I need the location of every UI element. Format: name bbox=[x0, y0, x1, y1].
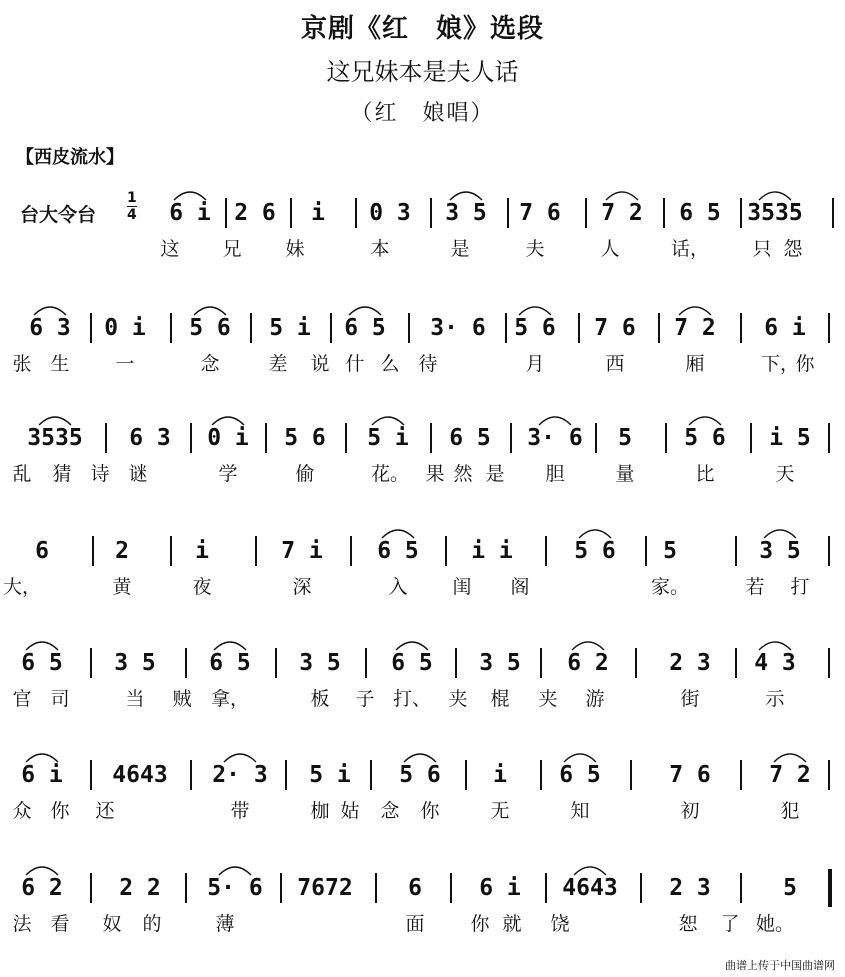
note-group: 7 6 bbox=[519, 200, 561, 226]
lyric-syllable: 你 bbox=[420, 800, 440, 822]
note-group: 2 2 bbox=[119, 875, 161, 901]
lyric-syllable: 诗 bbox=[90, 463, 110, 485]
lyric-syllable: 恕 bbox=[678, 913, 698, 935]
lyric-syllable: 学 bbox=[218, 463, 238, 485]
lyric-syllable: 只 bbox=[752, 238, 772, 260]
slur-arc bbox=[214, 642, 246, 650]
note-group: 0 i bbox=[207, 425, 249, 451]
slur-arc bbox=[26, 867, 58, 875]
time-signature-top: 1 bbox=[127, 190, 137, 206]
slur-arc bbox=[224, 754, 256, 762]
lyric-syllable: 黄 bbox=[112, 576, 132, 598]
intro-label: 台大令台 bbox=[20, 204, 97, 226]
note-group: 6 5 bbox=[559, 762, 601, 788]
lyric-syllable: 么 bbox=[380, 353, 400, 375]
notation-line bbox=[0, 742, 845, 798]
lyric-syllable: 比 bbox=[695, 463, 715, 485]
lyric-syllable: 人 bbox=[600, 238, 620, 260]
lyric-syllable: 打 bbox=[790, 576, 810, 598]
lyric-syllable: 枷 bbox=[310, 800, 330, 822]
lyric-syllable: 乱 bbox=[12, 463, 32, 485]
lyric-syllable: 量 bbox=[615, 463, 635, 485]
lyrics-line bbox=[0, 684, 845, 714]
notation-line bbox=[0, 405, 845, 461]
lyric-syllable: 官 bbox=[12, 688, 32, 710]
lyric-syllable: 拿， bbox=[210, 688, 250, 710]
note-group: 2 3 bbox=[669, 650, 711, 676]
lyric-syllable: 初 bbox=[680, 800, 700, 822]
note-group: 5 bbox=[663, 538, 677, 564]
slur-arc bbox=[539, 417, 571, 425]
lyric-syllable: 面 bbox=[405, 913, 425, 935]
note-group: 5 6 bbox=[284, 425, 326, 451]
notation-line bbox=[0, 518, 845, 574]
note-group: 6 5 bbox=[21, 650, 63, 676]
note-group: 7 2 bbox=[769, 762, 811, 788]
lyric-syllable: 入 bbox=[388, 576, 408, 598]
slur-arc bbox=[404, 754, 436, 762]
notation-line bbox=[0, 295, 845, 351]
lyric-syllable: 了 bbox=[720, 913, 740, 935]
lyric-syllable: 月 bbox=[525, 353, 545, 375]
note-group: 6 2 bbox=[21, 875, 63, 901]
slur-arc bbox=[174, 192, 206, 200]
note-group: 2 6 bbox=[234, 200, 276, 226]
note-group: i bbox=[195, 538, 209, 564]
lyric-syllable: 兄 bbox=[222, 238, 242, 260]
note-group: 7 i bbox=[281, 538, 323, 564]
lyrics-line bbox=[0, 349, 845, 379]
notation-line bbox=[0, 855, 845, 911]
lyric-syllable: 话， bbox=[670, 238, 710, 260]
lyric-syllable: 当 bbox=[125, 688, 145, 710]
score-title: 京剧《红 娘》选段 bbox=[300, 14, 544, 44]
note-group: 7 2 bbox=[674, 315, 716, 341]
lyric-syllable: 说 bbox=[310, 353, 330, 375]
lyric-syllable: 夹 bbox=[448, 688, 468, 710]
note-group: 0 i bbox=[104, 315, 146, 341]
note-group: 0 3 bbox=[369, 200, 411, 226]
note-group: 5 i bbox=[269, 315, 311, 341]
lyric-syllable: 闺 bbox=[452, 576, 472, 598]
lyric-syllable: 下， bbox=[760, 353, 800, 375]
lyric-syllable: 薄 bbox=[215, 913, 235, 935]
lyric-syllable: 天 bbox=[775, 463, 795, 485]
slur-marks bbox=[0, 295, 845, 319]
note-group: 5 6 bbox=[399, 762, 441, 788]
lyric-syllable: 偷 bbox=[295, 463, 315, 485]
note-group: 5 6 bbox=[189, 315, 231, 341]
lyric-syllable: 棍 bbox=[490, 688, 510, 710]
note-group: 5· 6 bbox=[207, 875, 263, 901]
lyric-syllable: 示 bbox=[765, 688, 785, 710]
lyric-syllable: 子 bbox=[355, 688, 375, 710]
lyric-syllable: 念 bbox=[380, 800, 400, 822]
lyric-syllable: 知 bbox=[570, 800, 590, 822]
note-group: 3 5 bbox=[114, 650, 156, 676]
slur-arc bbox=[519, 307, 551, 315]
slur-marks bbox=[0, 742, 845, 766]
slur-arc bbox=[396, 642, 428, 650]
lyric-syllable: 看 bbox=[50, 913, 70, 935]
lyric-syllable: 大， bbox=[2, 576, 42, 598]
lyric-syllable: 这 bbox=[160, 238, 180, 260]
lyric-syllable: 的 bbox=[142, 913, 162, 935]
lyric-syllable: 你 bbox=[795, 353, 815, 375]
note-group: 2 bbox=[115, 538, 129, 564]
note-group: 6 5 bbox=[679, 200, 721, 226]
lyric-syllable: 板 bbox=[310, 688, 330, 710]
note-group: 4 3 bbox=[754, 650, 796, 676]
note-group: 6 3 bbox=[29, 315, 71, 341]
lyric-syllable: 众 bbox=[12, 800, 32, 822]
note-group: 7 6 bbox=[594, 315, 636, 341]
note-group: 5 6 bbox=[514, 315, 556, 341]
lyric-syllable: 深 bbox=[292, 576, 312, 598]
lyric-syllable: 本 bbox=[370, 238, 390, 260]
slur-arc bbox=[349, 307, 381, 315]
lyric-syllable: 法 bbox=[12, 913, 32, 935]
lyric-syllable: 游 bbox=[585, 688, 605, 710]
lyric-syllable: 司 bbox=[50, 688, 70, 710]
lyric-syllable: 什 bbox=[345, 353, 365, 375]
lyric-syllable: 她。 bbox=[755, 913, 795, 935]
lyric-syllable: 家。 bbox=[650, 576, 690, 598]
slur-arc bbox=[382, 530, 414, 538]
lyric-syllable: 厢 bbox=[685, 353, 705, 375]
note-group: 6 5 bbox=[449, 425, 491, 451]
note-group: 6 i bbox=[169, 200, 211, 226]
note-group: i bbox=[311, 200, 325, 226]
lyric-syllable: 夹 bbox=[538, 688, 558, 710]
note-group: 6 i bbox=[764, 315, 806, 341]
lyric-syllable: 就 bbox=[502, 913, 522, 935]
score-subtitle: 这兄妹本是夫人话 bbox=[326, 58, 519, 86]
lyric-syllable: 带 bbox=[230, 800, 250, 822]
lyric-syllable: 贼 bbox=[172, 688, 192, 710]
slur-marks bbox=[0, 518, 845, 542]
lyric-syllable: 生 bbox=[50, 353, 70, 375]
notation-line bbox=[0, 630, 845, 686]
note-group: i i bbox=[471, 538, 513, 564]
slur-arc bbox=[572, 642, 604, 650]
slur-arc bbox=[764, 530, 796, 538]
slur-arc bbox=[759, 192, 791, 200]
slur-arc bbox=[194, 307, 226, 315]
note-group: 4643 bbox=[562, 875, 618, 901]
lyric-syllable: 张 bbox=[12, 353, 32, 375]
slur-marks bbox=[0, 855, 845, 879]
slur-arc bbox=[34, 307, 66, 315]
slur-arc bbox=[39, 417, 71, 425]
note-group: 2 3 bbox=[669, 875, 711, 901]
slur-arc bbox=[679, 307, 711, 315]
lyrics-line bbox=[0, 459, 845, 489]
lyric-syllable: 奴 bbox=[102, 913, 122, 935]
note-group: 6 bbox=[35, 538, 49, 564]
lyric-syllable: 你 bbox=[50, 800, 70, 822]
note-group: 2· 3 bbox=[212, 762, 268, 788]
slur-arc bbox=[689, 417, 721, 425]
lyric-syllable: 若 bbox=[745, 576, 765, 598]
slur-arc bbox=[450, 192, 482, 200]
note-group: 6 5 bbox=[391, 650, 433, 676]
lyric-syllable: 是 bbox=[450, 238, 470, 260]
lyric-syllable: 待 bbox=[418, 353, 438, 375]
note-group: 3 5 bbox=[479, 650, 521, 676]
note-group: 4643 bbox=[112, 762, 168, 788]
slur-arc bbox=[774, 754, 806, 762]
tempo-mark: 【西皮流水】 bbox=[16, 147, 124, 168]
lyric-syllable: 念 bbox=[200, 353, 220, 375]
lyrics-line bbox=[0, 234, 845, 264]
lyric-syllable: 夫 bbox=[525, 238, 545, 260]
note-group: 6 5 bbox=[377, 538, 419, 564]
footer-watermark: 曲谱上传于中国曲谱网 bbox=[725, 959, 835, 972]
note-group: 6 5 bbox=[344, 315, 386, 341]
note-group: 6 bbox=[408, 875, 422, 901]
note-group: i bbox=[493, 762, 507, 788]
note-group: 5 bbox=[618, 425, 632, 451]
slur-marks bbox=[0, 405, 845, 429]
lyric-syllable: 无 bbox=[490, 800, 510, 822]
lyric-syllable: 打、 bbox=[392, 688, 432, 710]
slur-arc bbox=[579, 530, 611, 538]
note-group: 3· 6 bbox=[430, 315, 486, 341]
note-group: 5 i bbox=[367, 425, 409, 451]
slur-arc bbox=[564, 754, 596, 762]
lyric-syllable: 西 bbox=[605, 353, 625, 375]
note-group: 3 5 bbox=[759, 538, 801, 564]
note-group: 5 6 bbox=[574, 538, 616, 564]
lyrics-line bbox=[0, 572, 845, 602]
lyric-syllable: 怨 bbox=[783, 238, 803, 260]
lyric-syllable: 夜 bbox=[192, 576, 212, 598]
note-group: i 5 bbox=[769, 425, 811, 451]
note-group: 6 i bbox=[21, 762, 63, 788]
lyric-syllable: 胆 bbox=[545, 463, 565, 485]
lyric-syllable: 果 bbox=[425, 463, 445, 485]
lyric-syllable: 姑 bbox=[340, 800, 360, 822]
lyric-syllable: 饶 bbox=[550, 913, 570, 935]
lyrics-line bbox=[0, 909, 845, 939]
note-group: 6 i bbox=[479, 875, 521, 901]
lyric-syllable: 还 bbox=[95, 800, 115, 822]
note-group: 5 bbox=[783, 875, 797, 901]
lyric-syllable: 犯 bbox=[780, 800, 800, 822]
lyrics-line bbox=[0, 796, 845, 826]
lyric-syllable: 街 bbox=[680, 688, 700, 710]
slur-arc bbox=[759, 642, 791, 650]
lyric-syllable: 你 bbox=[470, 913, 490, 935]
slur-marks bbox=[0, 180, 845, 204]
note-group: 7 2 bbox=[601, 200, 643, 226]
note-group: 3 5 bbox=[445, 200, 487, 226]
time-signature-bottom: 4 bbox=[127, 207, 137, 223]
note-group: 5 6 bbox=[684, 425, 726, 451]
lyric-syllable: 一 bbox=[115, 353, 135, 375]
slur-arc bbox=[212, 417, 244, 425]
note-group: 3535 bbox=[27, 425, 83, 451]
note-group: 6 2 bbox=[567, 650, 609, 676]
note-group: 7672 bbox=[297, 875, 353, 901]
note-group: 3535 bbox=[747, 200, 803, 226]
slur-marks bbox=[0, 630, 845, 654]
slur-arc bbox=[606, 192, 638, 200]
note-group: 6 3 bbox=[129, 425, 171, 451]
slur-arc bbox=[372, 417, 404, 425]
notation-line bbox=[0, 180, 845, 236]
note-group: 6 5 bbox=[209, 650, 251, 676]
lyric-syllable: 谜 bbox=[128, 463, 148, 485]
note-group: 3· 6 bbox=[527, 425, 583, 451]
lyric-syllable: 然 bbox=[453, 463, 473, 485]
lyric-syllable: 差 bbox=[268, 353, 288, 375]
lyric-syllable: 猜 bbox=[52, 463, 72, 485]
slur-arc bbox=[26, 642, 58, 650]
slur-arc bbox=[574, 867, 606, 875]
lyric-syllable: 是 bbox=[485, 463, 505, 485]
lyric-syllable: 阁 bbox=[510, 576, 530, 598]
slur-arc bbox=[219, 867, 251, 875]
lyric-syllable: 花。 bbox=[370, 463, 410, 485]
note-group: 3 5 bbox=[299, 650, 341, 676]
slur-arc bbox=[26, 754, 58, 762]
note-group: 5 i bbox=[309, 762, 351, 788]
lyric-syllable: 妹 bbox=[285, 238, 305, 260]
note-group: 7 6 bbox=[669, 762, 711, 788]
singer-note: （红 娘唱） bbox=[350, 101, 495, 126]
